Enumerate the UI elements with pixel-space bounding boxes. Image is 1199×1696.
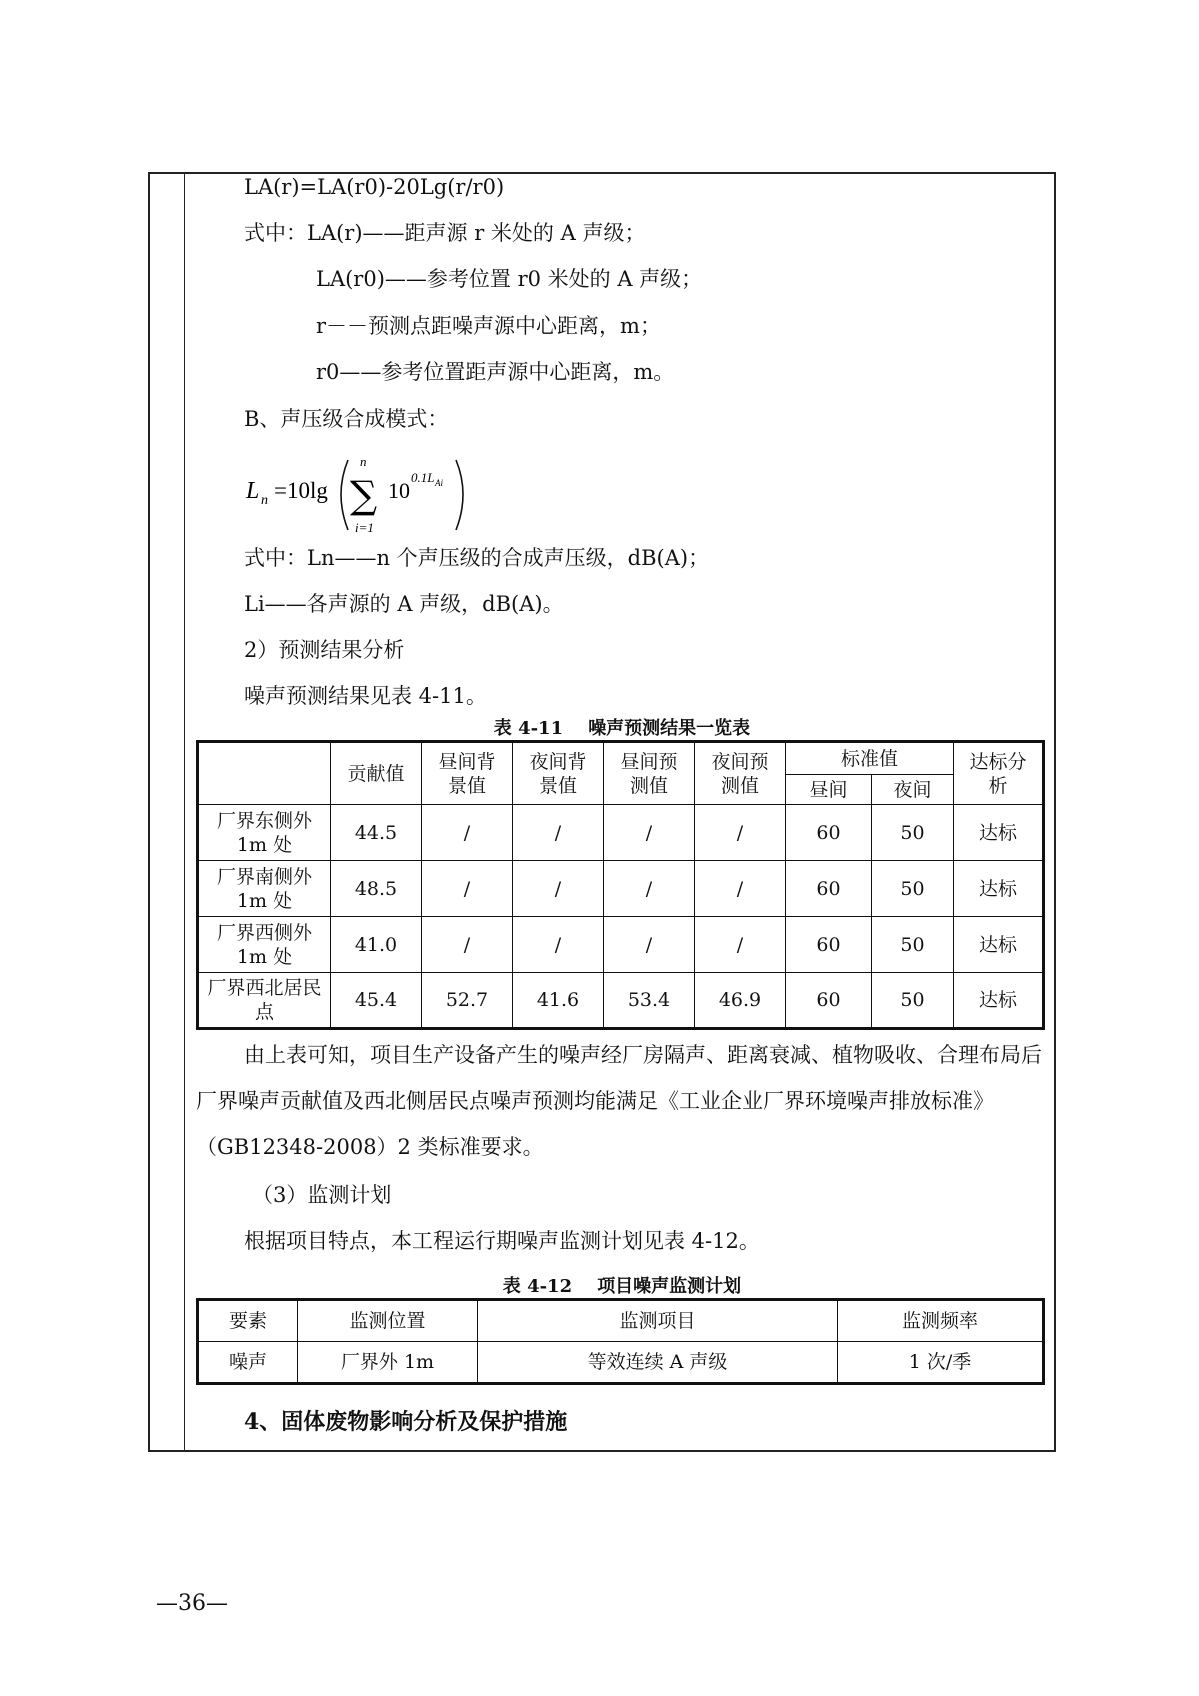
table1-header-night-predicted: 夜间预测值 bbox=[695, 742, 786, 805]
table2-caption-number: 表 4-12 bbox=[502, 1276, 573, 1297]
table2-header-element: 要素 bbox=[198, 1300, 298, 1342]
row-night-background: / bbox=[513, 805, 604, 861]
row-result: 达标 bbox=[954, 861, 1044, 917]
formula1-where-1: 式中：LA(r)——距声源 r 米处的 A 声级； bbox=[244, 221, 646, 245]
table1-caption-number: 表 4-11 bbox=[493, 718, 564, 739]
formula-exponent: 0.1L bbox=[411, 470, 435, 485]
row-contribution: 44.5 bbox=[331, 805, 422, 861]
formula-lhs-subscript: n bbox=[261, 493, 268, 508]
row-location: 厂界南侧外 1m 处 bbox=[198, 861, 331, 917]
row-day-background: / bbox=[422, 805, 513, 861]
row-standard-night: 50 bbox=[872, 973, 954, 1029]
formula-coefficient: =10lg bbox=[274, 478, 328, 503]
table-row bbox=[198, 973, 1044, 1029]
row-result: 达标 bbox=[954, 973, 1044, 1029]
table1-header-standard-day: 昼间 bbox=[786, 775, 872, 805]
row-standard-day: 60 bbox=[786, 973, 872, 1029]
table1-header-contribution: 贡献值 bbox=[331, 742, 422, 805]
table2-caption-title: 项目噪声监测计划 bbox=[597, 1276, 742, 1297]
noise-prediction-table bbox=[196, 740, 1045, 1030]
page-number: —36— bbox=[156, 1591, 228, 1616]
row-day-predicted: 53.4 bbox=[604, 973, 695, 1029]
row-result: 达标 bbox=[954, 805, 1044, 861]
row-location: 厂界东侧外 1m 处 bbox=[198, 805, 331, 861]
formula-base: 10 bbox=[388, 478, 410, 503]
row-standard-night: 50 bbox=[872, 917, 954, 973]
formula2-where-1: 式中：Ln——n 个声压级的合成声压级，dB(A)； bbox=[244, 546, 710, 570]
analysis-heading: 2）预测结果分析 bbox=[244, 638, 405, 662]
row-night-background: 41.6 bbox=[513, 973, 604, 1029]
table2-caption bbox=[196, 1272, 1048, 1298]
formula2-where-2: Li——各声源的 A 声级，dB(A)。 bbox=[244, 592, 564, 616]
table2-cell-frequency: 1 次/季 bbox=[838, 1342, 1044, 1384]
attenuation-formula: LA(r)=LA(r0)-20Lg(r/r0) bbox=[244, 175, 505, 199]
table2-header-location: 监测位置 bbox=[298, 1300, 478, 1342]
row-standard-night: 50 bbox=[872, 861, 954, 917]
row-day-background: 52.7 bbox=[422, 973, 513, 1029]
table1-caption-title: 噪声预测结果一览表 bbox=[588, 718, 751, 739]
table2-cell-item: 等效连续 A 声级 bbox=[478, 1342, 838, 1384]
table2-header-item: 监测项目 bbox=[478, 1300, 838, 1342]
table2-cell-location: 厂界外 1m bbox=[298, 1342, 478, 1384]
row-standard-day: 60 bbox=[786, 805, 872, 861]
section-heading: 4、固体废物影响分析及保护措施 bbox=[244, 1409, 568, 1435]
table1-header-compliance: 达标分析 bbox=[954, 742, 1044, 805]
formula-exponent-subscript: Ai bbox=[435, 478, 443, 488]
row-day-background: / bbox=[422, 917, 513, 973]
analysis-reference: 噪声预测结果见表 4-11。 bbox=[244, 684, 487, 708]
noise-monitoring-plan-table bbox=[196, 1298, 1045, 1385]
row-day-predicted: / bbox=[604, 917, 695, 973]
table-row bbox=[198, 1342, 1044, 1384]
monitoring-reference: 根据项目特点，本工程运行期噪声监测计划见表 4-12。 bbox=[244, 1229, 760, 1253]
row-night-background: / bbox=[513, 917, 604, 973]
row-night-background: / bbox=[513, 861, 604, 917]
row-standard-day: 60 bbox=[786, 917, 872, 973]
formula1-where-4: r0——参考位置距声源中心距离，m。 bbox=[316, 360, 675, 384]
formula1-where-2: LA(r0)——参考位置 r0 米处的 A 声级； bbox=[316, 267, 703, 291]
table2-header-frequency: 监测频率 bbox=[838, 1300, 1044, 1342]
frame-left-column-divider bbox=[184, 172, 185, 1452]
formula-sum-lower: i=1 bbox=[355, 520, 374, 535]
row-location: 厂界西北居民点 bbox=[198, 973, 331, 1029]
formula-left-paren bbox=[341, 460, 348, 530]
table1-header-standard-night: 夜间 bbox=[872, 775, 954, 805]
table1-header-day-predicted: 昼间预测值 bbox=[604, 742, 695, 805]
monitoring-heading: （3）监测计划 bbox=[252, 1183, 392, 1207]
row-night-predicted: 46.9 bbox=[695, 973, 786, 1029]
conclusion-paragraph: 由上表可知，项目生产设备产生的噪声经厂房隔声、距离衰减、植物吸收、合理布局后厂界噪声贡献值及西北侧居民点噪声预测均能满足《工业企业厂界环境噪声排放标准》（GB12348-2008）2 类标准要求。 bbox=[196, 1043, 1042, 1159]
table2-cell-element: 噪声 bbox=[198, 1342, 298, 1384]
formula1-where-3: r－－预测点距噪声源中心距离，m； bbox=[316, 314, 661, 338]
table1-header-standard: 标准值 bbox=[786, 742, 954, 775]
row-day-background: / bbox=[422, 861, 513, 917]
row-contribution: 45.4 bbox=[331, 973, 422, 1029]
table-row bbox=[198, 805, 1044, 861]
table1-header-day-background: 昼间背景值 bbox=[422, 742, 513, 805]
formula-sum-upper: n bbox=[360, 454, 367, 469]
row-contribution: 48.5 bbox=[331, 861, 422, 917]
table1-caption bbox=[196, 714, 1048, 740]
table1-header-night-background: 夜间背景值 bbox=[513, 742, 604, 805]
sound-level-summation-formula bbox=[244, 454, 484, 536]
row-day-predicted: / bbox=[604, 805, 695, 861]
row-location: 厂界西侧外 1m 处 bbox=[198, 917, 331, 973]
row-standard-day: 60 bbox=[786, 861, 872, 917]
row-night-predicted: / bbox=[695, 917, 786, 973]
row-result: 达标 bbox=[954, 917, 1044, 973]
row-contribution: 41.0 bbox=[331, 917, 422, 973]
formula-lhs: L bbox=[246, 478, 260, 504]
row-day-predicted: / bbox=[604, 861, 695, 917]
formula-right-paren bbox=[456, 460, 463, 530]
row-night-predicted: / bbox=[695, 805, 786, 861]
table-row bbox=[198, 861, 1044, 917]
table-row bbox=[198, 917, 1044, 973]
table1-header-location bbox=[198, 742, 331, 805]
row-night-predicted: / bbox=[695, 861, 786, 917]
formula-sigma: ∑ bbox=[350, 473, 378, 517]
row-standard-night: 50 bbox=[872, 805, 954, 861]
formula2-heading: B、声压级合成模式： bbox=[244, 407, 449, 431]
